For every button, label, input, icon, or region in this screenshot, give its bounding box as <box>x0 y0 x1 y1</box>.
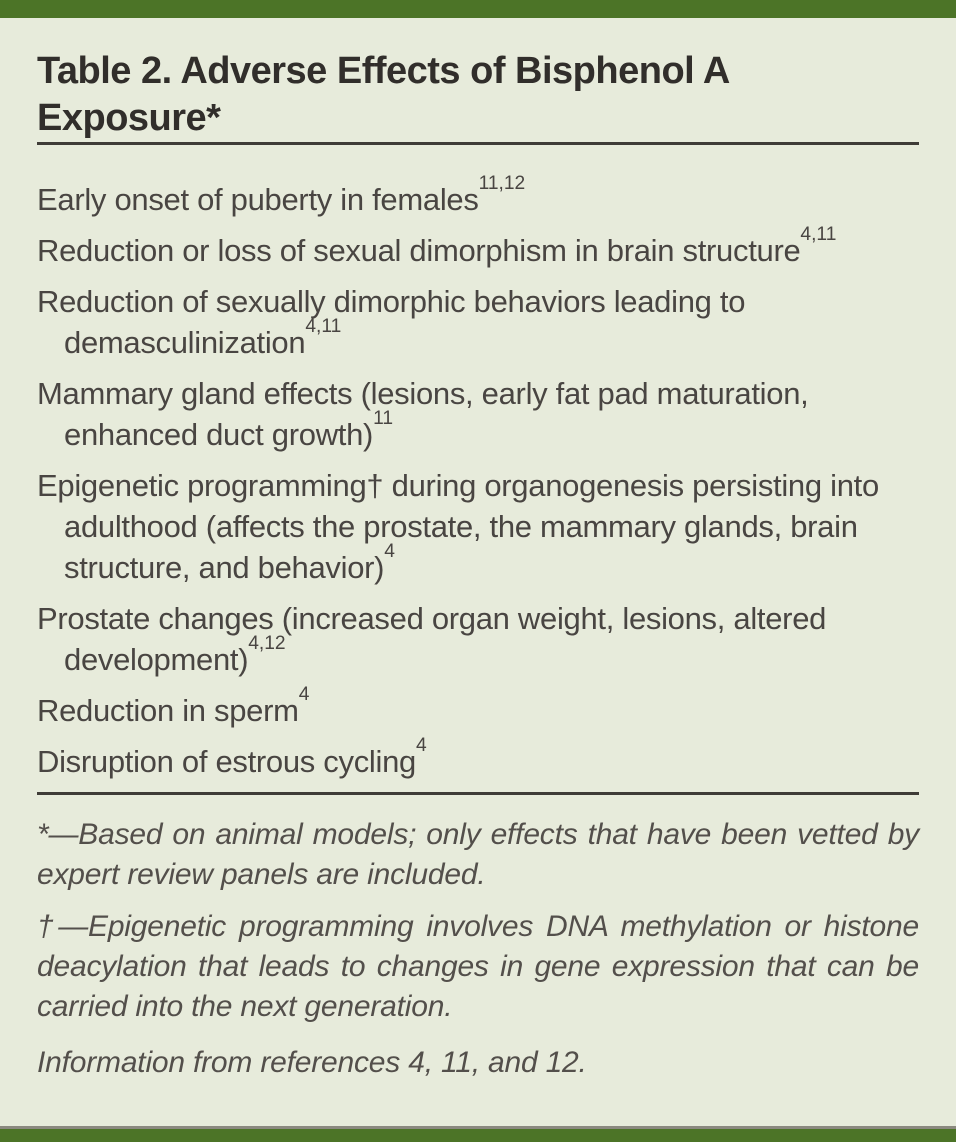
reference-superscript: 11,12 <box>478 173 526 195</box>
effect-item <box>37 598 919 680</box>
effect-item <box>37 373 919 455</box>
effect-text: Prostate changes (increased organ weight, lesions, altered development) <box>37 601 827 677</box>
effect-text: Reduction in sperm <box>37 693 299 728</box>
reference-superscript: 11 <box>373 408 394 430</box>
reference-superscript: 4,12 <box>248 633 286 655</box>
effect-text: Reduction of sexually dimorphic behaviors leading to demasculinization <box>37 284 746 360</box>
effect-item <box>37 281 919 363</box>
effect-text: Mammary gland effects (lesions, early fat pad maturation, enhanced duct growth) <box>37 376 809 452</box>
effect-item <box>37 684 919 731</box>
effects-list <box>37 173 919 782</box>
effect-item <box>37 465 919 588</box>
title-divider <box>37 142 919 145</box>
effect-item <box>37 173 919 220</box>
top-accent-bar <box>0 0 956 18</box>
reference-superscript: 4,11 <box>305 316 342 338</box>
reference-superscript: 4,11 <box>800 224 837 246</box>
effect-text: Disruption of estrous cycling <box>37 744 416 779</box>
footnote: †—Epigenetic programming involves DNA methylation or histone deacylation that leads to changes in gene expression that can be carried into the next generation. <box>37 910 919 1023</box>
footnote: *—Based on animal models; only effects that have been vetted by expert review panels are included. <box>37 818 919 891</box>
footnotes <box>37 815 919 1027</box>
effect-item <box>37 735 919 782</box>
bottom-accent-bar <box>0 1129 956 1142</box>
reference-superscript: 4 <box>384 541 395 563</box>
reference-superscript: 4 <box>415 735 427 757</box>
effect-text: Reduction or loss of sexual dimorphism in brain structure <box>37 233 801 268</box>
reference-superscript: 4 <box>298 684 310 706</box>
effect-text: Epigenetic programming† during organogenesis persisting into adulthood (affects the prostate, the mammary glands, brain structure, and behavior) <box>37 468 879 585</box>
source-note: Information from references 4, 11, and 12. <box>37 1046 587 1079</box>
table-title: Table 2. Adverse Effects of Bisphenol A Exposure* <box>37 50 729 139</box>
effect-text: Early onset of puberty in females <box>37 182 479 217</box>
effect-item <box>37 224 919 271</box>
footnotes-divider <box>37 792 919 795</box>
table-content <box>0 48 956 1083</box>
